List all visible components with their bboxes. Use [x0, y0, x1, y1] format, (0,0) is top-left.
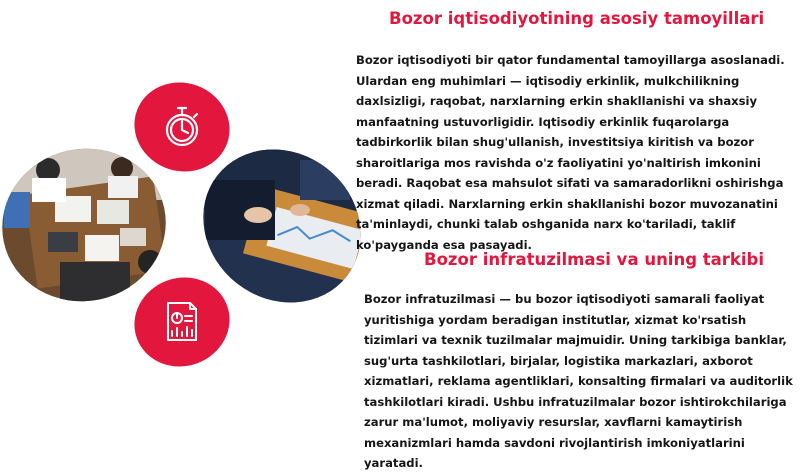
section-title-infrastructure: Bozor infratuzilmasi va uning tarkibi: [424, 250, 765, 269]
report-badge: [122, 264, 242, 380]
charts-photo: [195, 140, 370, 310]
illustration-cluster: [0, 0, 370, 450]
section-body-infrastructure: Bozor infratuzilmasi — bu bozor iqtisodiyoti samarali faoliyat yuritishiga yordam beradigan institutlar, xizmat ko'rsatish tizimlari va texnik tuzilmalar majmuidir. Uning tarkibiga banklar, sug'urta tashkilotlari, birjalar, logistika markazlari, axborot xizmatlari, reklama agentliklari, konsalting firmalari va auditorlik tashkilotlari kiradi. Ushbu infratuzilmalar bozor ishtirokchilariga zarur ma'lumot, moliyaviy resurslar, xavflarni kamaytirish mexanizmlari hamda savdoni rivojlantirish imkoniyatlarini yaratadi.: [364, 292, 793, 470]
section-title-principles: Bozor iqtisodiyotining asosiy tamoyillari: [389, 9, 765, 28]
section-body-principles: Bozor iqtisodiyoti bir qator fundamental tamoyillarga asoslanadi. Ulardan eng muhimlari — iqtisodiy erkinlik, mulkchilikning daxlsizligi, raqobat, narxlarning erkin shakllanishi va shaxsiy manfaatning ustuvorligidir. Iqtisodiy erkinlik fuqarolarga tadbirkorlik bilan shug'ullanish, investitsiya kiritish va bozor sharoitlariga mos ravishda o'z faoliyatini yo'naltirish imkonini beradi. Raqobat esa mahsulot sifati va samaradorlikni oshirishga xizmat qiladi. Narxlarning erkin shakllanishi bozor muvozanatini ta'minlaydi, chunki talab oshganida narx ko'tariladi, taklif ko'payganda esa pasayadi.: [356, 53, 785, 252]
stopwatch-badge: [122, 69, 242, 185]
meeting-photo: [0, 140, 175, 310]
